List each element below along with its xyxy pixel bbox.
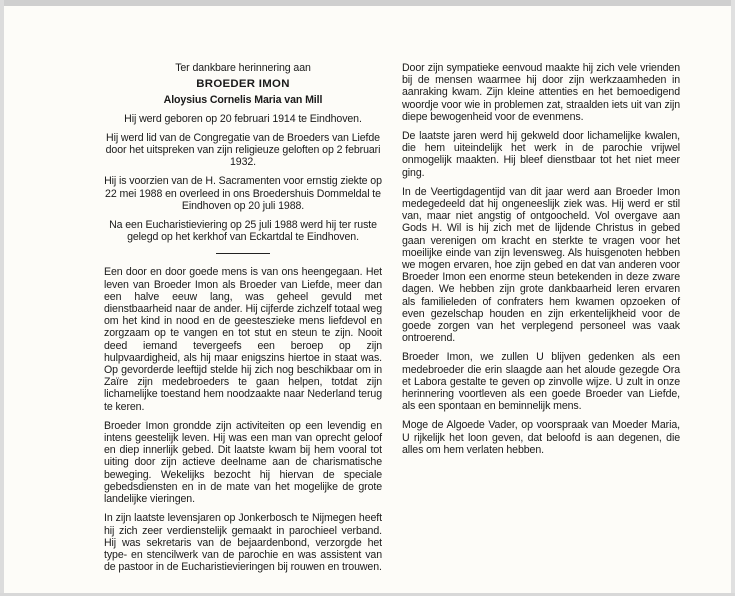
burial-line: Na een Eucharistieviering op 25 juli 1988 werd hij ter ruste gelegd op het kerkhof van Eckartdal te Eindhoven. [109, 219, 377, 244]
intro-block [104, 62, 382, 243]
paragraph: Door zijn sympatieke eenvoud maakte hij zich vele vrienden bij de mensen waarmee hij door zijn werkzaamheden in aanraking kwam. Zijn kleine attenties en het bemoedigend woordje voor wie in problemen zat, straalden iets uit van zijn diepe bewogenheid voor de evenmens. [402, 62, 680, 123]
paragraph: Broeder Imon, we zullen U blijven gedenken als een medebroeder die erin slaagde aan het aloude gezegde Ora et Labora gestalte te geven op zinvolle wijze. U zult in onze herinnering voortleven als een goede Broeder van Liefde, als een spontaan en beminnelijk mens. [402, 351, 680, 413]
left-body [104, 266, 382, 573]
section-divider [216, 253, 270, 254]
left-column [104, 62, 382, 580]
scan-edge-right [731, 0, 735, 596]
paragraph: Moge de Algoede Vader, op voorspraak van Moeder Maria, U rijkelijk het loon geven, dat beloofd is aan degenen, die alles om hem verlaten hebben. [402, 419, 680, 456]
paragraph: In de Veertigdagentijd van dit jaar werd aan Broeder Imon medegedeeld dat hij ongeneeslijk ziek was. Hij werd er stil van, maar niet angstig of ontgoocheld. Vol overgave aan Gods H. Wil is hij zich met de lijdende Christus in gebed gaan verenigen om kracht en sterkte te vragen voor het moeilijke einde van zijn levensweg. Als huisgenoten hebben we mogen ervaren, hoe zijn gebed en dat van anderen voor Broeder Imon een enorme steun betekenden in deze zware dagen. We hebben zijn grote dankbaarheid leren ervaren als familieleden of confraters hem kwamen opzoeken of even gezelschap houden en zijn erkentelijkheid voor de goede zorgen van het verplegend personeel was vaak ontroerend. [402, 185, 680, 345]
scan-edge-top [0, 0, 735, 6]
scan-edge-left [0, 0, 4, 596]
sacraments-line: Hij is voorzien van de H. Sacramenten voor ernstig ziekte op 22 mei 1988 en overleed in ons Broedershuis Dommeldal te Eindhoven op 20 juli 1988. [104, 175, 382, 212]
birth-line: Hij werd geboren op 20 februari 1914 te Eindhoven. [124, 112, 362, 125]
dedication-line: Ter dankbare herinnering aan [175, 62, 311, 74]
congregation-line: Hij werd lid van de Congregatie van de Broeders van Liefde door het uitspreken van zijn religieuze geloften op 2 februari 1932. [105, 131, 381, 169]
right-column [402, 62, 680, 463]
paragraph: Een door en door goede mens is van ons heengegaan. Het leven van Broeder Imon als Broeder van Liefde, meer dan een halve eeuw lang, was geheel gevuld met dienstbaarheid naar de ander. Hij cijferde zichzelf totaal weg om het kind in nood en de geesteszieke mens liefdevol en zorgzaam op te vangen en tot stut en steun te zijn. Nooit deed iemand tevergeefs een beroep op zijn hulpvaardigheid, als hij maar enigszins hiertoe in staat was. Op gevorderde leeftijd stelde hij zich nog beschikbaar om in Zaïre zijn medebroeders te gaan helpen, totdat zijn lichamelijke toestand hem noodzaakte naar Nederland terug te keren. [104, 266, 382, 413]
paragraph: In zijn laatste levensjaren op Jonkerbosch te Nijmegen heeft hij zich zeer verdienstelijk gemaakt in parochieel verband. Hij was sekretaris van de bejaardenbond, verzorgde het type- en stencilwerk van de parochie en was assistent van de pastoor in de Eucharistievieringen bij rouwen en trouwen. [104, 512, 382, 574]
full-name: Aloysius Cornelis Maria van Mill [163, 94, 323, 107]
paragraph: De laatste jaren werd hij gekweld door lichamelijke kwalen, die hem uiteindelijk het werk in de parochie vrijwel onmogelijk maakten. Hij bleef dienstbaar tot het niet meer ging. [402, 130, 680, 179]
paragraph: Broeder Imon grondde zijn activiteiten op een levendig en intens geestelijk leven. Hij was een man van oprecht geloof en diep innerlijk gebed. Dit laatste kwam bij hem vooral tot uiting door zijn actieve deelname aan de charismatische beweging. Wekelijks bezocht hij hiervan de speciale gebedsdiensten en in de mate van het mogelijke de grote landelijke vieringen. [104, 419, 382, 506]
deceased-name: BROEDER IMON [196, 78, 290, 91]
